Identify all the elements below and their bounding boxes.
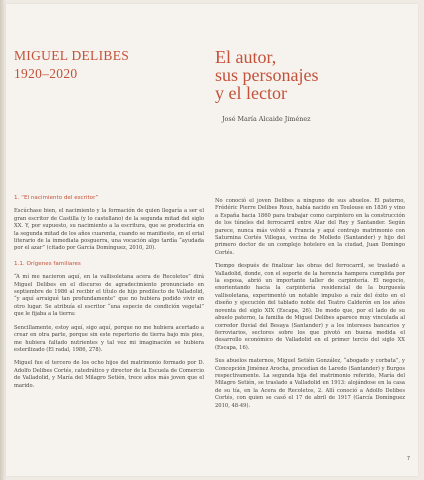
left-column (14, 195, 204, 396)
paragraph: Sus abuelos maternos, Miguel Setién González, “abogado y corbata”, y Concepción Jiménez Arocha, procedían de Laredo (Santander) y Burgos respectivamente. La segunda hija del matrimonio referido, María del Milagro Setién, se traslado a Valladolid en 1913: alojándose en la casa de su tía, en la Acera de Recoletos, 2. Allí conoció a Adolfo Delibes Cortés, con quien se casó el 17 de abril de 1917 (García Domínguez 2010, 48-49). (215, 358, 405, 409)
article-title-line1: El autor, (215, 47, 277, 67)
article-title (215, 48, 405, 102)
page-number: 7 (406, 456, 410, 462)
section-heading: 1. “El nacimiento del escritor” (14, 195, 99, 201)
paragraph: Miguel fue el tercero de los ocho hijos del matrimonio formado por D. Adolfo Delibes Cortés, catedrático y director de la Escuela de Comercio de Valladolid, y María del Milagro Setién, trece años más joven que el marido. (14, 360, 204, 389)
paragraph: “A mí me nacieron aquí, en la vallisoletana acera de Recoletos” dirá Miguel Delibes en el discurso de agradecimiento pronunciado en septiembre de 1986 al recibir el título de hijo predilecto de Valladolid, “y aquí arraigué tan profundamente” que no hubiera podido vivir en otro lugar. Se atribuía el escritor “una especie de condición vegetal” que le fijaba a la tierra: (14, 274, 204, 318)
subsection-heading: 1.1. Orígenes familiares (14, 260, 81, 267)
right-column (215, 198, 405, 416)
article-author: José María Alcaide Jiménez (222, 115, 311, 123)
series-title (14, 47, 194, 83)
series-years: 1920–2020 (14, 66, 78, 81)
block-quote: Sencillamente, estoy aquí, sigo aquí, porque no me hubiera acertado a crear en otra parte, porque sin este repertorio de tierra bajo mis pies, me hubiera faltado nutrientes y tal vez mi imaginación se hubiera esterilizado (El radal, 1986, 278). (14, 324, 204, 353)
paragraph: Escúchase bien, el nacimiento y la formación de quien llegaría a ser el gran escritor de Castilla (y lo castellano) de la segunda mitad del siglo XX. Y, por supuesto, su nacimiento a la escritura, que se produciría en la segunda mitad de los años cuarenta, cuando se manifieste, en el erial literario de la inmediata posguerra, una vocación algo tardía “ayudada por el azar” (citado por García Domínguez, 2010, 20). (14, 208, 204, 252)
series-title-line1: MIGUEL DELIBES (14, 48, 130, 63)
article-title-line2: sus personajes (215, 65, 319, 85)
paragraph: Tiempo después de finalizar las obras del ferrocarril, se trasladó a Valladolid, donde, con el soporte de la herencia hampera cumplida por la esposa, abrió un importante taller de carpintería. El negocio, enorientando hacia la carpintería residencial de la burguesía vallisoletana, experimentó un notable impulso a raíz del éxito en el diseño y ejecución del tablado noble del Teatro Calderón en los años noventa del siglo XIX (Escapa, 26). De modo que, por el lado de su abuelo paterno, la familia de Miguel Delibes aparece muy vinculada al corredor fluvial del Besaya (Santander) y a los intereses bancarios y ferroviarios, sectores sobre los que pivotó en buena medida el desarrollo económico de Valladolid en el primer tercio del siglo XX (Escapa, 16). (215, 263, 405, 351)
article-title-line3: y el lector (215, 83, 287, 103)
paragraph: No conoció el joven Delibes a ninguno de sus abuelos. El paterno, Frédéric Pierre Delibes Roux, había nacido en Toulouse en 1836 y vino a España hacia 1860 para trabajar como carpintero en la construcción de los túneles del ferrocarril entre Alar del Rey y Santander. Según parece, nunca más volvió a Francia y aquí contrajo matrimonio con Saturnina Cortés Villegas, vecina de Molledo (Santander) y hijo del primero doctor de un complejo hotelero en la ciudad, Juan Domingo Cortés. (215, 198, 405, 256)
